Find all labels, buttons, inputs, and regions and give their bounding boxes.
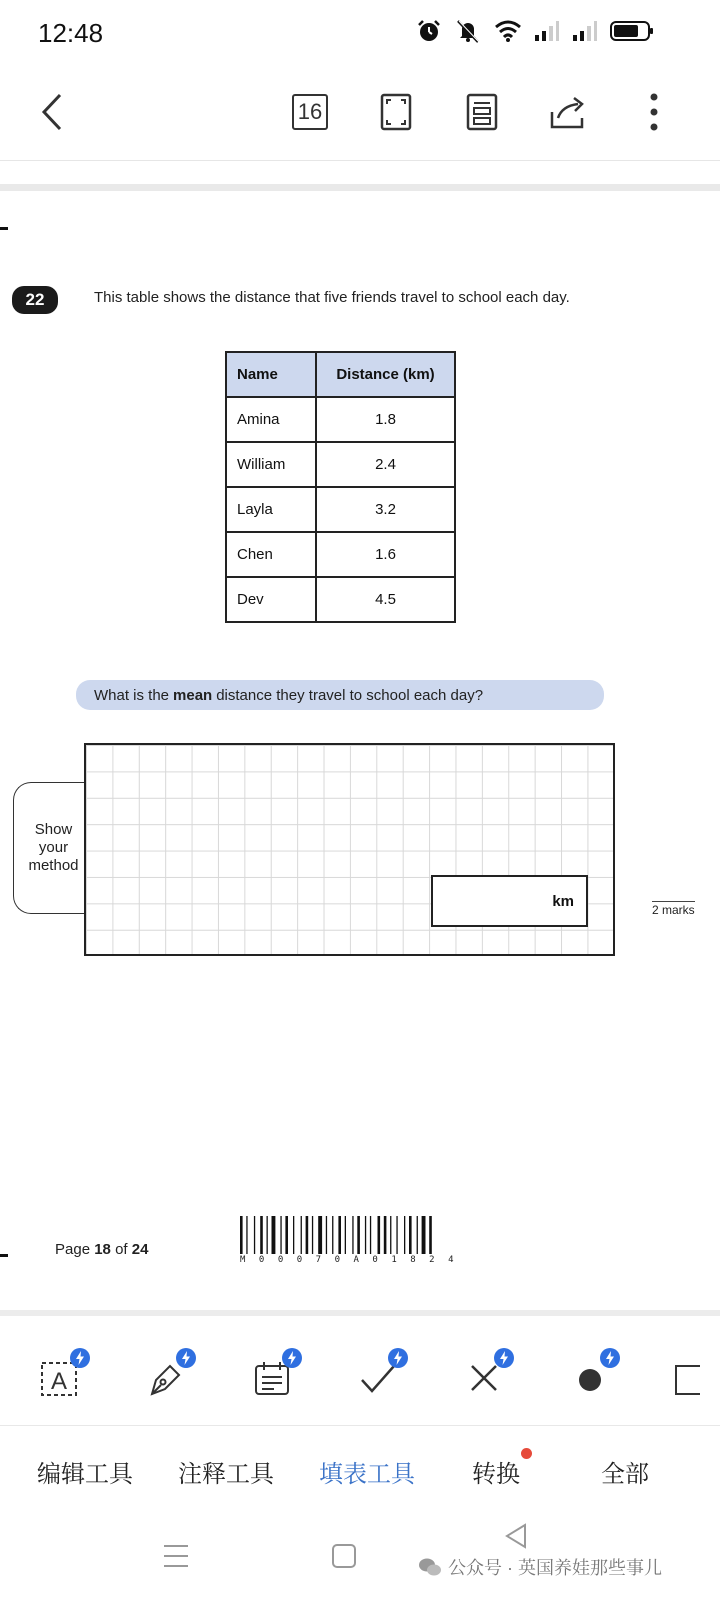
tool-category-tabs <box>0 1432 720 1512</box>
lightning-badge-icon <box>600 1348 620 1368</box>
signal-icon <box>534 20 560 42</box>
question-text: This table shows the distance that five friends travel to school each day. <box>94 289 570 306</box>
lightning-badge-icon <box>494 1348 514 1368</box>
method-label-line: Show <box>34 821 73 838</box>
page-current: 18 <box>94 1241 111 1258</box>
lightning-badge-icon <box>176 1348 196 1368</box>
answer-unit: km <box>552 893 574 910</box>
back-nav-button[interactable] <box>494 1514 538 1558</box>
share-button[interactable] <box>540 84 596 140</box>
table-cell-distance: 1.8 <box>316 397 455 442</box>
tab-annotate-tools[interactable]: 注释工具 <box>178 1461 274 1488</box>
wifi-icon <box>494 19 522 43</box>
table-cell-distance: 2.4 <box>316 442 455 487</box>
status-icons <box>416 18 654 44</box>
mute-bell-icon <box>454 18 482 44</box>
recent-apps-button[interactable] <box>154 1534 198 1578</box>
tab-edit-tools[interactable]: 编辑工具 <box>37 1461 133 1488</box>
table-cell-distance: 4.5 <box>316 577 455 622</box>
prompt-text-before: What is the <box>94 686 170 704</box>
of-word: of <box>115 1241 128 1258</box>
prompt-bold-word: mean <box>173 686 213 704</box>
page-total: 24 <box>131 1241 149 1258</box>
tab-fill-tools[interactable]: 填表工具 <box>319 1461 415 1488</box>
table-row <box>226 532 455 577</box>
distance-table <box>225 351 456 623</box>
layout-button[interactable] <box>454 84 510 140</box>
back-button[interactable] <box>24 84 80 140</box>
dot-tool[interactable] <box>560 1348 620 1408</box>
barcode-text: M00070A01824 <box>240 1255 468 1265</box>
table-row <box>226 577 455 622</box>
home-button[interactable] <box>322 1534 366 1578</box>
column-header-name: Name <box>226 352 316 397</box>
signal-icon <box>572 20 598 42</box>
table-cell-name: Dev <box>226 577 316 622</box>
watermark-text: 公众号 · 英国养娃那些事儿 <box>448 1558 662 1578</box>
page-crop-mark <box>0 227 8 230</box>
lightning-badge-icon <box>388 1348 408 1368</box>
fullscreen-button[interactable] <box>368 84 424 140</box>
tab-convert-label: 转换 <box>472 1461 520 1488</box>
table-row <box>226 487 455 532</box>
barcode <box>240 1216 475 1254</box>
pen-tool[interactable] <box>136 1348 196 1408</box>
more-tool-partial[interactable] <box>670 1348 720 1408</box>
question-number: 22 <box>12 286 58 314</box>
table-header-row <box>226 352 455 397</box>
table-cell-name: Layla <box>226 487 316 532</box>
share-icon <box>548 94 588 130</box>
checkmark-tool[interactable] <box>348 1348 408 1408</box>
table-cell-name: Amina <box>226 397 316 442</box>
triangle-back-icon <box>501 1521 531 1551</box>
question-prompt <box>76 680 604 710</box>
cross-tool[interactable] <box>454 1348 514 1408</box>
more-options-button[interactable] <box>626 84 682 140</box>
table-cell-name: William <box>226 442 316 487</box>
document-page <box>0 191 720 1310</box>
marks-label: 2 marks <box>652 903 695 917</box>
status-time: 12:48 <box>38 18 104 48</box>
chevron-left-icon <box>38 91 66 133</box>
page-word: Page <box>55 1241 91 1258</box>
document-toolbar <box>0 64 720 160</box>
table-cell-distance: 1.6 <box>316 532 455 577</box>
prompt-text-after: distance they travel to school each day? <box>216 686 484 704</box>
form-tool[interactable] <box>242 1348 302 1408</box>
watermark <box>418 1554 662 1580</box>
square-home-icon <box>330 1542 358 1570</box>
menu-lines-icon <box>162 1543 190 1569</box>
page-count-icon: 16 <box>292 94 328 130</box>
rectangle-icon <box>670 1358 700 1398</box>
fill-tools-row <box>0 1330 720 1420</box>
table-row <box>226 397 455 442</box>
method-label-line: method <box>28 857 79 874</box>
text-box-tool[interactable] <box>30 1348 90 1408</box>
notification-dot <box>521 1448 532 1459</box>
page-count-button[interactable] <box>282 84 338 140</box>
tabs-divider <box>0 1425 720 1426</box>
status-bar <box>0 0 720 64</box>
lightning-badge-icon <box>70 1348 90 1368</box>
table-cell-name: Chen <box>226 532 316 577</box>
page-number <box>55 1241 148 1258</box>
method-label-line: your <box>38 839 69 856</box>
toolbar-separator <box>0 1310 720 1316</box>
table-cell-distance: 3.2 <box>316 487 455 532</box>
lightning-badge-icon <box>282 1348 302 1368</box>
page-crop-mark <box>0 1254 8 1257</box>
more-vertical-icon <box>649 92 659 132</box>
table-row <box>226 442 455 487</box>
alarm-icon <box>416 18 442 44</box>
page-gap <box>0 184 720 191</box>
column-header-distance: Distance (km) <box>316 352 455 397</box>
wechat-icon <box>418 1557 442 1577</box>
toolbar-divider <box>0 160 720 161</box>
answer-box[interactable] <box>431 875 588 927</box>
layout-icon <box>466 93 498 131</box>
svg-text:A: A <box>50 1368 68 1395</box>
tab-convert[interactable] <box>472 1454 520 1489</box>
working-grid[interactable] <box>84 743 615 956</box>
show-method-label <box>13 782 93 914</box>
battery-icon <box>610 20 654 42</box>
system-navigation-bar <box>0 1512 720 1600</box>
fullscreen-icon <box>380 93 412 131</box>
tab-all[interactable]: 全部 <box>601 1461 649 1488</box>
